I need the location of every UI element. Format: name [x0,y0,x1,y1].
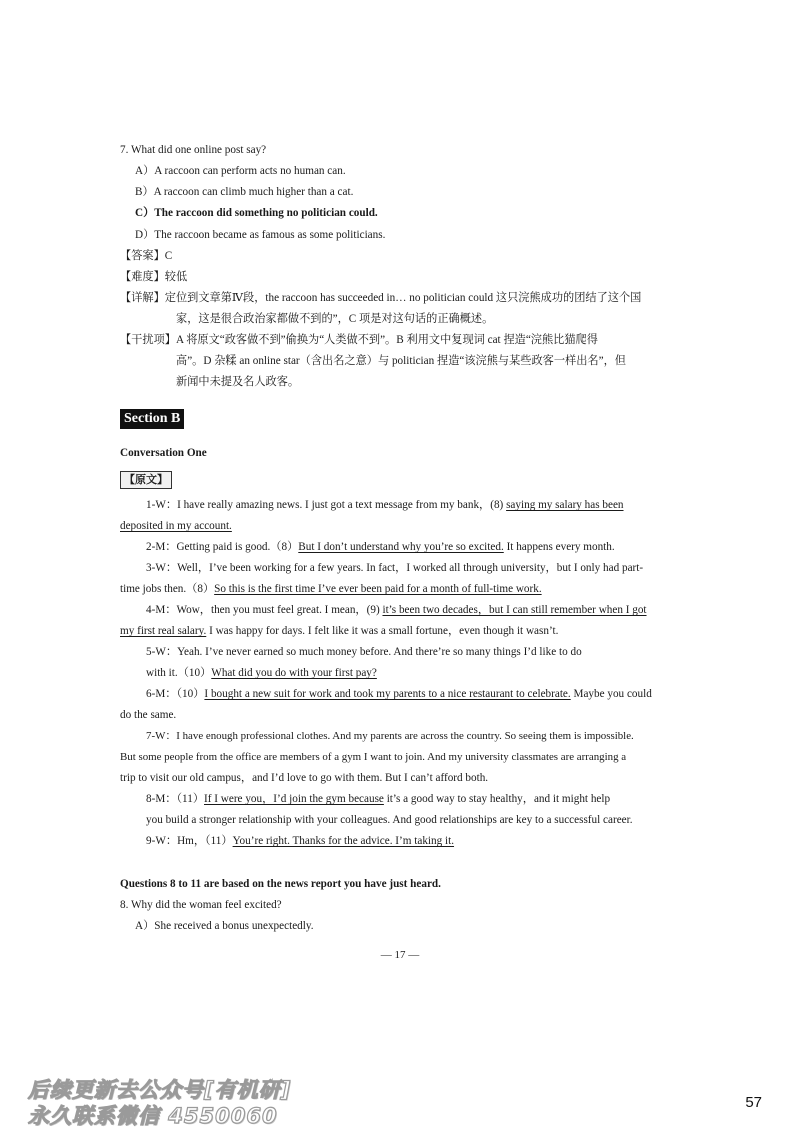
transcript-line-9 [146,834,454,848]
q7-distractor-line2: 高”。D 杂糅 an online star（含出名之意）与 politician 捏造“该浣熊与某些政客一样出名”，但 [176,355,626,367]
transcript-line-4a [146,603,647,617]
transcript-line-8a [146,792,610,806]
watermark-line2: 永久联系微信 4550060 [28,1104,278,1128]
question-7: 7. What did one online post say? [120,144,267,156]
transcript-text: 8-M：（11） [146,793,205,805]
watermark-line1: 后续更新去公众号[有机研] [28,1078,292,1102]
question-8: 8. Why did the woman feel excited? [120,899,282,911]
q7-difficulty: 【难度】较低 [120,271,188,283]
transcript-underline: So this is the first time I’ve ever been paid for a month of full-time work. [214,583,542,595]
transcript-text: 1-W：I have really amazing news. I just got a text message from my bank，(8) [146,499,507,511]
transcript-line-8b: you build a stronger relationship with your colleagues. And good relationships are key to a successful career. [146,814,633,826]
transcript-underline: saying my salary has been [506,499,624,511]
transcript-line-7a: 7-W：I have enough professional clothes. And my parents are across the country. So seeing them is impossible. [146,730,634,742]
q7-distractor-line3: 新闻中未提及名人政客。 [176,376,300,388]
q7-option-c: C）The raccoon did something no politician could. [135,207,378,219]
transcript-underline: You’re right. Thanks for the advice. I’m taking it. [232,835,455,847]
transcript-text: with it.（10） [146,667,212,679]
conversation-title: Conversation One [120,447,207,459]
transcript-text: I was happy for days. I felt like it was a small fortune，even though it wasn’t. [206,625,559,637]
transcript-underline: But I don’t understand why you’re so excited. [298,541,504,553]
transcript-text: it’s a good way to stay healthy，and it might help [383,793,611,805]
transcript-line-3b [120,582,542,596]
transcript-text: 2-M：Getting paid is good.（8） [146,541,299,553]
transcript-line-7b: But some people from the office are members of a gym I want to join. And my university classmates are arranging a [120,751,627,763]
transcript-line-1a [146,498,624,512]
transcript-line-5b [146,666,377,680]
transcript-underline: deposited in my account. [120,520,232,532]
transcript-text: Maybe you could [570,688,652,700]
transcript-text: 9-W：Hm，（11） [146,835,233,847]
transcript-text: 4-M：Wow，then you must feel great. I mean，(9) [146,604,383,616]
transcript-text: time jobs then.（8） [120,583,215,595]
transcript-line-4b [120,624,558,638]
transcript-line-2 [146,540,615,554]
transcript-underline: it’s been two decades，but I can still remember when I got [382,604,647,616]
page-footer: — 17 — [380,949,420,961]
transcript-text: It happens every month. [503,541,615,553]
transcript-line-5a: 5-W：Yeah. I’ve never earned so much money before. And there’re so many things I’d like to do [146,646,582,658]
transcript-underline: If I were you，I’d join the gym because [204,793,384,805]
q7-detail-line1: 【详解】定位到文章第Ⅳ段，the raccoon has succeeded in… no politician could 这只浣熊成功的团结了这个国 [120,292,642,304]
section-b-title: Section B [120,409,184,429]
original-text-label: 【原文】 [120,471,172,489]
transcript-line-1b [120,519,232,533]
transcript-text: 6-M：（10） [146,688,205,700]
page-number: 57 [745,1094,762,1111]
q7-option-b: B）A raccoon can climb much higher than a cat. [135,186,354,198]
q7-option-a: A）A raccoon can perform acts no human can. [135,165,346,177]
transcript-line-7c: trip to visit our old campus，and I’d love to go with them. But I can’t afford both. [120,772,489,784]
q7-option-d: D）The raccoon became as famous as some politicians. [135,229,386,241]
q7-detail-line2: 家，这是很合政治家都做不到的”，C 项是对这句话的正确概述。 [176,313,494,325]
transcript-underline: I bought a new suit for work and took my parents to a nice restaurant to celebrate. [204,688,571,700]
q7-distractor-line1: 【干扰项】A 将原文“政客做不到”偷换为“人类做不到”。B 利用文中复现词 cat 捏造“浣熊比猫爬得 [120,334,598,346]
questions-header: Questions 8 to 11 are based on the news report you have just heard. [120,878,441,890]
transcript-underline: my first real salary. [120,625,207,637]
transcript-underline: What did you do with your first pay? [211,667,377,679]
q8-option-a: A）She received a bonus unexpectedly. [135,920,314,932]
q7-answer: 【答案】C [120,250,173,262]
transcript-line-6a [146,687,652,701]
transcript-line-6b: do the same. [120,709,177,721]
transcript-line-3a: 3-W：Well，I’ve been working for a few years. In fact，I worked all through university，but I only had part- [146,562,644,574]
